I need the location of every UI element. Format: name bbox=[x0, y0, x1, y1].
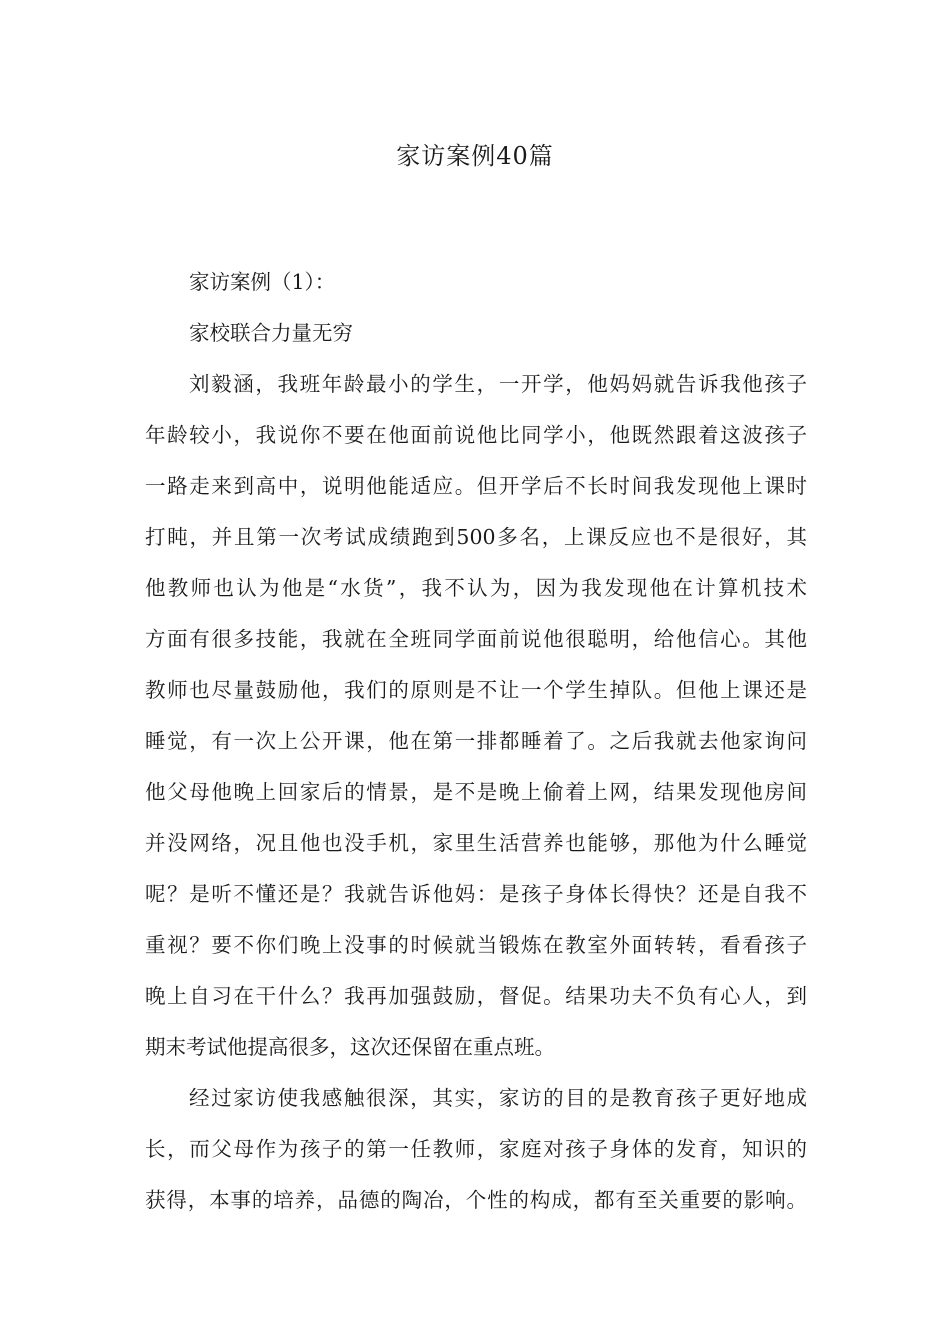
text-line: 睡觉，有一次上公开课，他在第一排都睡着了。之后我就去他家询问 bbox=[145, 729, 807, 753]
text-line: 一路走来到高中，说明他能适应。但开学后不长时间我发现他上课时 bbox=[145, 474, 807, 498]
text-line: 他父母他晚上回家后的情景，是不是晚上偷着上网，结果发现他房间 bbox=[145, 780, 807, 804]
document-title: 家访案例40篇 bbox=[396, 142, 554, 170]
text-line: 刘毅涵，我班年龄最小的学生，一开学，他妈妈就告诉我他孩子 bbox=[189, 372, 807, 396]
text-line: 重视？要不你们晚上没事的时候就当锻炼在教室外面转转，看看孩子 bbox=[145, 933, 807, 957]
text-line: 教师也尽量鼓励他，我们的原则是不让一个学生掉队。但他上课还是 bbox=[145, 678, 807, 702]
text-line: 长，而父母作为孩子的第一任教师，家庭对孩子身体的发育，知识的 bbox=[145, 1137, 807, 1161]
text-line: 方面有很多技能，我就在全班同学面前说他很聪明，给他信心。其他 bbox=[145, 627, 807, 651]
text-line: 呢？是听不懂还是？我就告诉他妈：是孩子身体长得快？还是自我不 bbox=[145, 882, 807, 906]
text-line: 经过家访使我感触很深，其实，家访的目的是教育孩子更好地成 bbox=[189, 1086, 807, 1110]
text-line: 并没网络，况且他也没手机，家里生活营养也能够，那他为什么睡觉 bbox=[145, 831, 807, 855]
text-line: 打盹，并且第一次考试成绩跑到500多名，上课反应也不是很好，其 bbox=[145, 525, 807, 549]
text-line: 期末考试他提高很多，这次还保留在重点班。 bbox=[145, 1035, 555, 1059]
document-body bbox=[145, 257, 807, 1226]
text-line: 家访案例（1）： bbox=[189, 270, 336, 294]
text-line: 家校联合力量无穷 bbox=[189, 321, 353, 345]
text-line: 晚上自习在干什么？我再加强鼓励，督促。结果功夫不负有心人，到 bbox=[145, 984, 807, 1008]
text-line: 年龄较小，我说你不要在他面前说他比同学小，他既然跟着这波孩子 bbox=[145, 423, 807, 447]
text-line: 获得，本事的培养，品德的陶冶，个性的构成，都有至关重要的影响。 bbox=[145, 1188, 807, 1212]
text-line: 他教师也认为他是“水货”，我不认为，因为我发现他在计算机技术 bbox=[145, 576, 807, 600]
